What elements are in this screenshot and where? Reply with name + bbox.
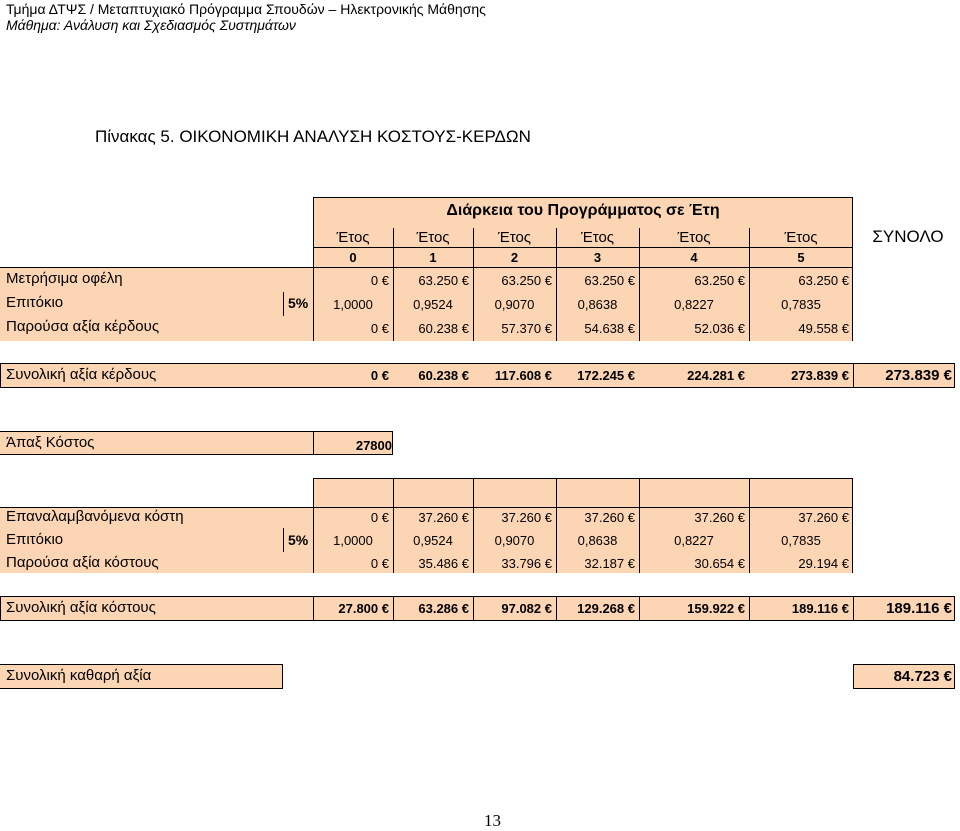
euro-sign: € xyxy=(943,367,952,384)
year-number: 1 xyxy=(429,250,437,265)
euro-sign: € xyxy=(627,556,635,571)
euro-sign: € xyxy=(544,556,552,571)
euro-sign: € xyxy=(381,273,389,288)
total-cost-label: Συνολική αξία κόστους xyxy=(6,599,156,616)
one-time-cost-label: Άπαξ Κόστος xyxy=(6,434,95,451)
interest-rate-divider xyxy=(283,292,284,316)
total-benefit-grand-value: 273.839 xyxy=(885,367,940,384)
total-cost-cell xyxy=(473,601,552,616)
benefits-pv-cell xyxy=(749,321,849,336)
net-value-number: 84.723 xyxy=(893,668,940,685)
costs-pv-cell xyxy=(749,556,849,571)
total-benefit-cell-value: 117.608 xyxy=(494,368,542,383)
measurable-benefit-cell xyxy=(313,273,389,288)
total-benefit-cell xyxy=(639,368,745,383)
measurable-benefit-cell xyxy=(639,273,745,288)
costs-pv-cell-value: 33.796 xyxy=(501,556,542,571)
duration-header: Διάρκεια του Προγράμματος σε Έτη xyxy=(446,202,720,219)
year-label: Έτος xyxy=(416,229,450,246)
total-benefit-cell xyxy=(473,368,552,383)
benefits-pv-cell xyxy=(556,321,635,336)
recurring-cost-cell-value: 37.260 xyxy=(501,510,542,525)
costs-factor-cell: 1,0000 xyxy=(333,533,373,548)
page-number: 13 xyxy=(484,811,501,830)
recurring-cost-cell xyxy=(473,510,552,525)
document-header-line1: Τμήμα ΔΤΨΣ / Μεταπτυχιακό Πρόγραμμα Σπουδών – Ηλεκτρονικής Μάθησης xyxy=(6,1,486,17)
benefits-pv-cell-value: 54.638 xyxy=(584,321,625,336)
total-cost-cell xyxy=(393,601,469,616)
benefits-pv-label: Παρούσα αξία κέρδους xyxy=(6,318,160,335)
measurable-benefit-cell-value: 63.250 xyxy=(798,273,839,288)
total-benefit-cell-value: 273.839 xyxy=(791,368,839,383)
euro-sign: € xyxy=(841,556,849,571)
costs-pv-cell-value: 35.486 xyxy=(418,556,459,571)
costs-interest-label: Επιτόκιο xyxy=(6,531,64,548)
euro-sign: € xyxy=(841,601,849,616)
costs-factor-cell: 0,9070 xyxy=(494,533,535,548)
benefits-pv-cell-value: 60.238 xyxy=(418,321,459,336)
costs-factor-cell: 0,7835 xyxy=(781,533,821,548)
total-cost-cell-value: 159.922 xyxy=(687,601,735,616)
measurable-benefit-cell-value: 63.250 xyxy=(418,273,459,288)
costs-pv-label: Παρούσα αξία κόστους xyxy=(6,554,159,571)
recurring-cost-cell-value: 37.260 xyxy=(418,510,459,525)
euro-sign: € xyxy=(461,368,469,383)
year-number: 0 xyxy=(349,250,357,265)
euro-sign: € xyxy=(461,510,469,525)
recurring-cost-cell-value: 37.260 xyxy=(694,510,735,525)
total-cost-cell xyxy=(313,601,389,616)
costs-pv-cell xyxy=(556,556,635,571)
euro-sign: € xyxy=(381,510,389,525)
benefits-factor-cell: 0,8638 xyxy=(577,297,618,312)
costs-pv-cell-value: 29.194 xyxy=(798,556,839,571)
benefits-pv-cell xyxy=(639,321,745,336)
costs-factor-cell: 0,8638 xyxy=(577,533,618,548)
benefits-factor-cell: 0,8227 xyxy=(674,297,714,312)
euro-sign: € xyxy=(841,510,849,525)
euro-sign: € xyxy=(943,668,952,685)
year-number: 3 xyxy=(593,250,602,265)
benefits-factor-cell: 1,0000 xyxy=(333,297,373,312)
measurable-benefit-cell-value: 0 xyxy=(370,273,379,288)
euro-sign: € xyxy=(841,368,849,383)
total-benefit-cell-value: 224.281 xyxy=(687,368,735,383)
costs-interest-rate: 5% xyxy=(288,532,309,548)
benefits-pv-cell xyxy=(393,321,469,336)
total-cost-cell-value: 27.800 xyxy=(338,601,379,616)
year-label: Έτος xyxy=(497,229,532,246)
benefits-pv-cell-value: 52.036 xyxy=(694,321,735,336)
total-cost-cell xyxy=(639,601,745,616)
euro-sign: € xyxy=(544,510,552,525)
total-cost-cell xyxy=(556,601,635,616)
euro-sign: € xyxy=(737,273,745,288)
recurring-cost-cell-value: 37.260 xyxy=(798,510,839,525)
costs-pv-cell-value: 30.654 xyxy=(694,556,735,571)
euro-sign: € xyxy=(627,273,635,288)
euro-sign: € xyxy=(737,321,745,336)
recurring-cost-cell xyxy=(556,510,635,525)
measurable-benefit-cell-value: 63.250 xyxy=(584,273,625,288)
euro-sign: € xyxy=(544,273,552,288)
measurable-benefit-cell xyxy=(556,273,635,288)
total-cost-cell xyxy=(749,601,849,616)
recurring-cost-cell xyxy=(749,510,849,525)
year-label: Έτος xyxy=(677,229,711,246)
total-benefit-cell xyxy=(556,368,635,383)
costs-factor-cell: 0,8227 xyxy=(674,533,714,548)
measurable-benefit-cell-value: 63.250 xyxy=(694,273,735,288)
euro-sign: € xyxy=(943,600,952,617)
euro-sign: € xyxy=(544,601,552,616)
document-header-line2: Μάθημα: Ανάλυση και Σχεδιασμός Συστημάτων xyxy=(6,17,296,33)
measurable-benefit-cell-value: 63.250 xyxy=(501,273,542,288)
euro-sign: € xyxy=(841,273,849,288)
euro-sign: € xyxy=(544,368,552,383)
euro-sign: € xyxy=(737,601,745,616)
recurring-cost-cell xyxy=(393,510,469,525)
euro-sign: € xyxy=(381,321,389,336)
euro-sign: € xyxy=(627,601,635,616)
costs-pv-cell xyxy=(639,556,745,571)
benefits-pv-cell-value: 49.558 xyxy=(798,321,839,336)
euro-sign: € xyxy=(544,321,552,336)
year-number: 5 xyxy=(797,250,805,265)
year-label: Έτος xyxy=(784,229,818,246)
total-cost-grand xyxy=(854,600,952,617)
total-benefit-cell-value: 0 xyxy=(370,368,379,383)
measurable-benefit-cell xyxy=(749,273,849,288)
recurring-cost-cell-value: 37.260 xyxy=(584,510,625,525)
recurring-cost-cell xyxy=(639,510,745,525)
total-cost-cell-value: 63.286 xyxy=(418,601,459,616)
measurable-benefits-label: Μετρήσιμα οφέλη xyxy=(6,270,123,287)
costs-factor-cell: 0,9524 xyxy=(413,533,453,548)
total-cost-cell-value: 189.116 xyxy=(791,601,839,616)
net-value xyxy=(854,668,952,685)
costs-pv-cell xyxy=(313,556,389,571)
euro-sign: € xyxy=(627,368,635,383)
recurring-cost-cell-value: 0 xyxy=(370,510,379,525)
year-number: 4 xyxy=(690,250,698,265)
total-benefit-cell xyxy=(313,368,389,383)
benefits-interest-label: Επιτόκιο xyxy=(6,294,64,311)
total-cost-cell-value: 129.268 xyxy=(577,601,625,616)
euro-sign: € xyxy=(737,556,745,571)
euro-sign: € xyxy=(737,510,745,525)
euro-sign: € xyxy=(627,321,635,336)
benefits-factor-cell: 0,9070 xyxy=(494,297,535,312)
euro-sign: € xyxy=(381,368,389,383)
net-value-label: Συνολική καθαρή αξία xyxy=(6,667,152,684)
benefits-pv-cell xyxy=(473,321,552,336)
measurable-benefit-cell xyxy=(393,273,469,288)
measurable-benefit-cell xyxy=(473,273,552,288)
benefits-factor-cell: 0,7835 xyxy=(781,297,821,312)
euro-sign: € xyxy=(461,321,469,336)
table-title: Πίνακας 5. ΟΙΚΟΝΟΜΙΚΗ ΑΝΑΛΥΣΗ ΚΟΣΤΟΥΣ-ΚΕΡΔΩΝ xyxy=(95,127,531,146)
euro-sign: € xyxy=(381,601,389,616)
total-benefit-cell-value: 60.238 xyxy=(418,368,459,383)
one-time-cost-value: 27800 xyxy=(355,438,392,453)
benefits-pv-cell xyxy=(313,321,389,336)
benefits-factor-cell: 0,9524 xyxy=(413,297,453,312)
costs-pv-cell xyxy=(393,556,469,571)
costs-header-bg xyxy=(313,478,853,508)
year-label: Έτος xyxy=(580,229,615,246)
benefits-interest-rate: 5% xyxy=(288,295,309,311)
total-benefit-grand xyxy=(854,367,952,384)
recurring-cost-cell xyxy=(313,510,389,525)
euro-sign: € xyxy=(381,556,389,571)
total-benefit-cell-value: 172.245 xyxy=(577,368,625,383)
recurring-costs-label: Επαναλαμβανόμενα κόστη xyxy=(6,508,184,525)
interest-rate-divider xyxy=(283,528,284,552)
years-row-line xyxy=(313,247,853,248)
euro-sign: € xyxy=(841,321,849,336)
costs-pv-cell xyxy=(473,556,552,571)
euro-sign: € xyxy=(627,510,635,525)
total-cost-cell-value: 97.082 xyxy=(501,601,542,616)
costs-pv-cell-value: 0 xyxy=(370,556,379,571)
year-label: Έτος xyxy=(336,229,370,246)
euro-sign: € xyxy=(461,601,469,616)
total-benefit-label: Συνολική αξία κέρδους xyxy=(6,366,157,383)
benefits-pv-cell-value: 57.370 xyxy=(501,321,542,336)
total-benefit-cell xyxy=(393,368,469,383)
total-benefit-cell xyxy=(749,368,849,383)
year-number: 2 xyxy=(510,250,519,265)
euro-sign: € xyxy=(461,556,469,571)
benefits-pv-cell-value: 0 xyxy=(370,321,379,336)
euro-sign: € xyxy=(737,368,745,383)
costs-pv-cell-value: 32.187 xyxy=(584,556,625,571)
total-cost-grand-value: 189.116 xyxy=(886,600,940,617)
euro-sign: € xyxy=(461,273,469,288)
total-column-header: ΣΥΝΟΛΟ xyxy=(872,227,944,246)
